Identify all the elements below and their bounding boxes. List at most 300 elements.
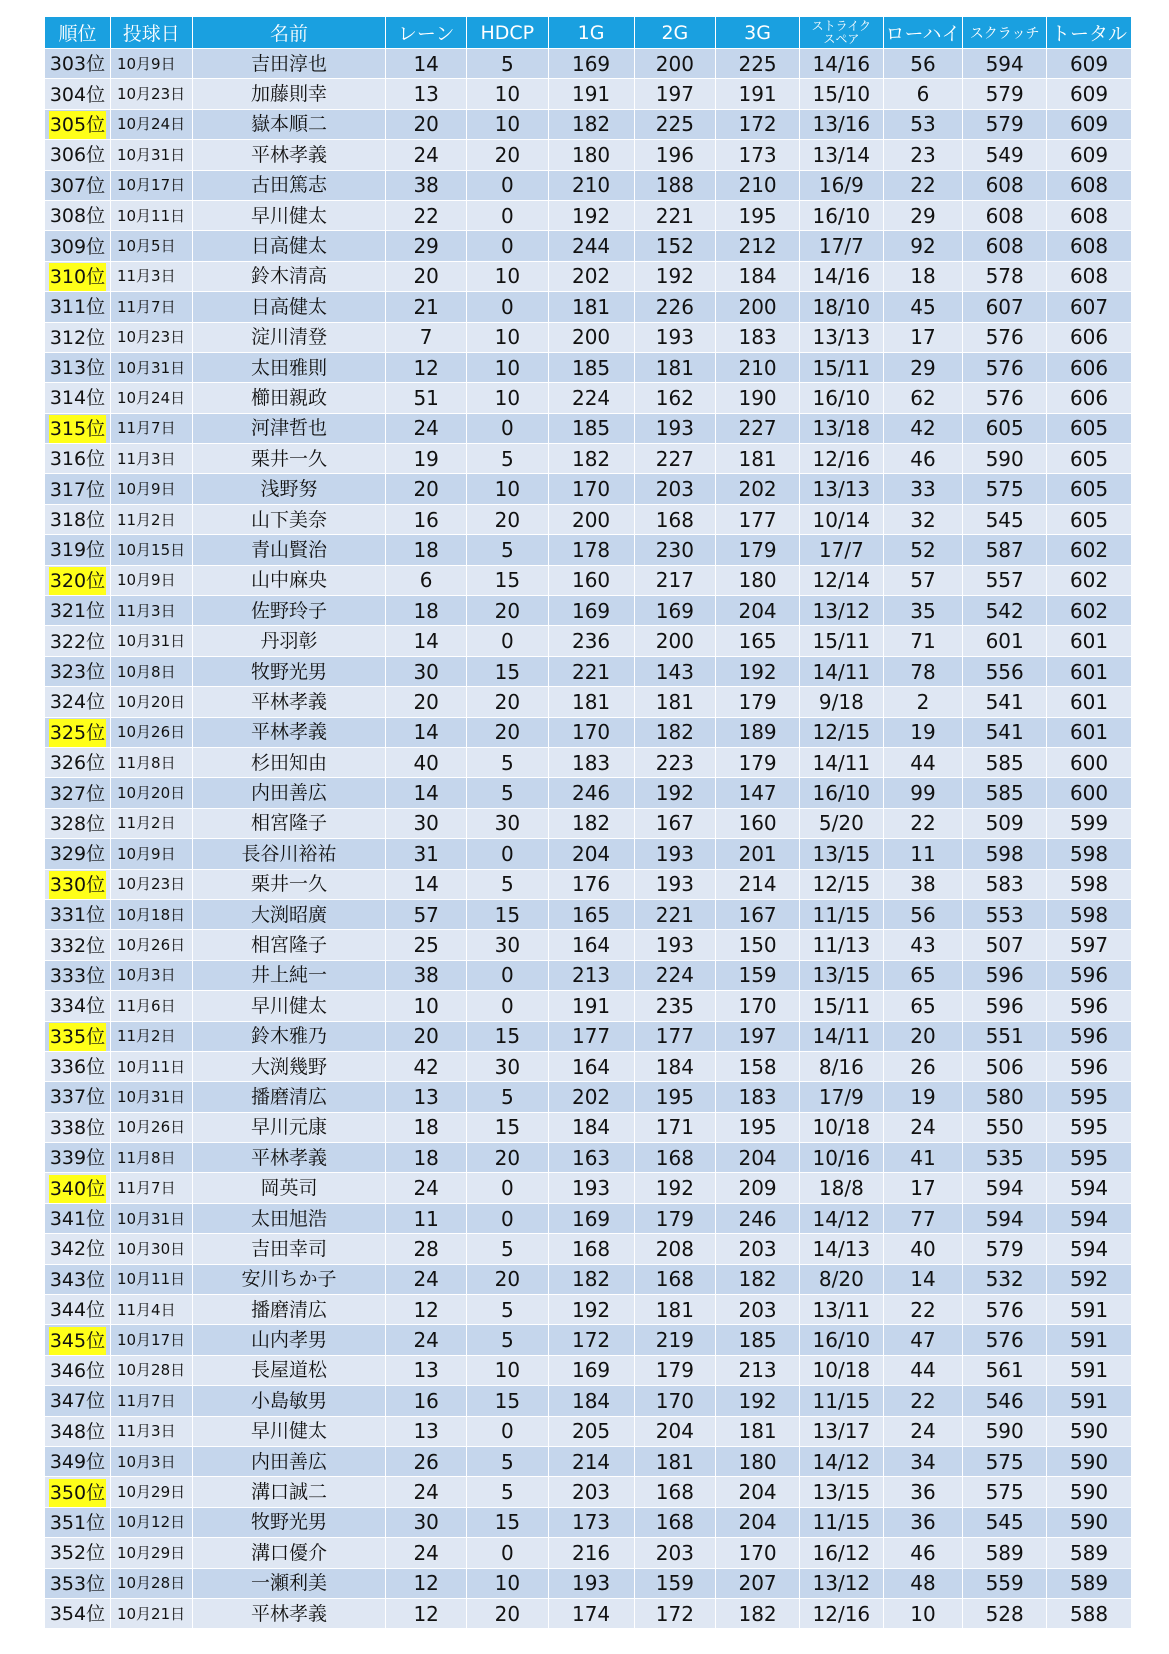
cell-date: 10月18日 <box>110 899 192 929</box>
cell-g2: 181 <box>634 1295 716 1325</box>
cell-lh: 33 <box>883 474 963 504</box>
cell-g3: 177 <box>716 504 800 534</box>
table-row <box>45 1051 1132 1081</box>
cell-lane: 18 <box>386 1143 467 1173</box>
cell-hdcp: 5 <box>466 869 548 899</box>
cell-ss: 12/16 <box>799 1598 883 1628</box>
cell-hdcp: 5 <box>466 747 548 777</box>
cell-g2: 181 <box>634 352 716 382</box>
rank-label: 341位 <box>49 1208 106 1231</box>
cell-g1: 184 <box>548 1386 634 1416</box>
cell-hdcp: 20 <box>466 1143 548 1173</box>
cell-date: 10月24日 <box>110 383 192 413</box>
cell-lh: 62 <box>883 383 963 413</box>
cell-g3: 204 <box>716 1143 800 1173</box>
cell-total: 605 <box>1047 474 1132 504</box>
table-row <box>45 808 1132 838</box>
cell-scratch: 576 <box>963 1325 1047 1355</box>
cell-name: 山下美奈 <box>192 504 386 534</box>
cell-date: 11月3日 <box>110 596 192 626</box>
cell-name: 日高健太 <box>192 292 386 322</box>
cell-lane: 24 <box>386 1173 467 1203</box>
cell-name: 一瀬利美 <box>192 1568 386 1598</box>
cell-hdcp: 15 <box>466 899 548 929</box>
table-row <box>45 140 1132 170</box>
cell-g1: 169 <box>548 49 634 79</box>
cell-rank <box>45 687 111 717</box>
cell-g3: 227 <box>716 413 800 443</box>
cell-g1: 181 <box>548 687 634 717</box>
cell-total: 595 <box>1047 1082 1132 1112</box>
cell-name: 牧野光男 <box>192 1507 386 1537</box>
cell-lh: 10 <box>883 1598 963 1628</box>
cell-lane: 19 <box>386 444 467 474</box>
cell-g2: 168 <box>634 1477 716 1507</box>
cell-g3: 179 <box>716 747 800 777</box>
cell-name: 長谷川裕祐 <box>192 839 386 869</box>
table-row <box>45 717 1132 747</box>
rank-label: 345位 <box>49 1327 106 1355</box>
cell-ss: 14/13 <box>799 1234 883 1264</box>
table-row <box>45 778 1132 808</box>
cell-date: 10月11日 <box>110 1264 192 1294</box>
cell-name: 溝口誠二 <box>192 1477 386 1507</box>
cell-lh: 71 <box>883 626 963 656</box>
cell-lh: 20 <box>883 1021 963 1051</box>
rank-label: 312位 <box>49 326 106 349</box>
cell-total: 590 <box>1047 1477 1132 1507</box>
cell-g1: 244 <box>548 231 634 261</box>
cell-hdcp: 20 <box>466 140 548 170</box>
cell-g2: 182 <box>634 717 716 747</box>
cell-name: 長屋道松 <box>192 1355 386 1385</box>
cell-hdcp: 10 <box>466 474 548 504</box>
cell-lane: 24 <box>386 1477 467 1507</box>
cell-ss: 17/9 <box>799 1082 883 1112</box>
cell-rank <box>45 322 111 352</box>
cell-name: 栗井一久 <box>192 869 386 899</box>
cell-name: 浅野努 <box>192 474 386 504</box>
cell-lh: 43 <box>883 930 963 960</box>
cell-lh: 19 <box>883 1082 963 1112</box>
cell-hdcp: 5 <box>466 1234 548 1264</box>
cell-name: 早川健太 <box>192 1416 386 1446</box>
cell-total: 590 <box>1047 1416 1132 1446</box>
cell-date: 10月23日 <box>110 869 192 899</box>
cell-g2: 195 <box>634 1082 716 1112</box>
cell-lh: 65 <box>883 960 963 990</box>
cell-rank <box>45 1082 111 1112</box>
cell-g2: 168 <box>634 1143 716 1173</box>
cell-scratch: 575 <box>963 474 1047 504</box>
cell-name: 加藤則幸 <box>192 79 386 109</box>
cell-name: 平林孝義 <box>192 717 386 747</box>
cell-date: 11月6日 <box>110 991 192 1021</box>
cell-g2: 184 <box>634 1051 716 1081</box>
rank-label: 348位 <box>49 1420 106 1443</box>
cell-g2: 169 <box>634 596 716 626</box>
cell-lh: 56 <box>883 899 963 929</box>
cell-lh: 24 <box>883 1112 963 1142</box>
table-row <box>45 899 1132 929</box>
cell-hdcp: 5 <box>466 1446 548 1476</box>
cell-rank <box>45 1051 111 1081</box>
rank-label: 347位 <box>49 1390 106 1413</box>
cell-rank <box>45 474 111 504</box>
cell-ss: 16/12 <box>799 1538 883 1568</box>
cell-lane: 24 <box>386 1538 467 1568</box>
cell-lh: 45 <box>883 292 963 322</box>
cell-rank <box>45 1264 111 1294</box>
cell-g3: 159 <box>716 960 800 990</box>
cell-lh: 17 <box>883 1173 963 1203</box>
cell-lane: 24 <box>386 140 467 170</box>
cell-g1: 163 <box>548 1143 634 1173</box>
cell-rank <box>45 444 111 474</box>
table-row <box>45 200 1132 230</box>
cell-scratch: 576 <box>963 383 1047 413</box>
cell-date: 11月2日 <box>110 504 192 534</box>
table-row <box>45 170 1132 200</box>
cell-g2: 200 <box>634 626 716 656</box>
cell-ss: 11/15 <box>799 1507 883 1537</box>
cell-ss: 13/11 <box>799 1295 883 1325</box>
cell-lh: 35 <box>883 596 963 626</box>
cell-lane: 30 <box>386 1507 467 1537</box>
cell-scratch: 579 <box>963 109 1047 139</box>
table-row <box>45 1295 1132 1325</box>
cell-g1: 169 <box>548 596 634 626</box>
cell-date: 10月11日 <box>110 1051 192 1081</box>
cell-lane: 7 <box>386 322 467 352</box>
rank-label: 336位 <box>49 1056 106 1079</box>
cell-name: 井上純一 <box>192 960 386 990</box>
cell-name: 内田善広 <box>192 778 386 808</box>
cell-lh: 22 <box>883 170 963 200</box>
cell-rank <box>45 231 111 261</box>
cell-scratch: 557 <box>963 565 1047 595</box>
cell-ss: 16/10 <box>799 200 883 230</box>
cell-g3: 203 <box>716 1295 800 1325</box>
cell-lane: 14 <box>386 778 467 808</box>
rank-label: 342位 <box>49 1238 106 1261</box>
cell-total: 590 <box>1047 1446 1132 1476</box>
cell-ss: 17/7 <box>799 535 883 565</box>
cell-g2: 203 <box>634 1538 716 1568</box>
table-row <box>45 352 1132 382</box>
cell-rank <box>45 200 111 230</box>
col-header-strike-spare <box>799 17 883 49</box>
cell-ss: 10/18 <box>799 1112 883 1142</box>
cell-lh: 46 <box>883 1538 963 1568</box>
cell-g2: 171 <box>634 1112 716 1142</box>
table-row <box>45 535 1132 565</box>
table-row <box>45 687 1132 717</box>
cell-name: 早川健太 <box>192 991 386 1021</box>
cell-g1: 160 <box>548 565 634 595</box>
cell-date: 10月9日 <box>110 839 192 869</box>
cell-scratch: 608 <box>963 231 1047 261</box>
cell-scratch: 559 <box>963 1568 1047 1598</box>
cell-name: 栗井一久 <box>192 444 386 474</box>
cell-lane: 24 <box>386 413 467 443</box>
cell-total: 608 <box>1047 261 1132 291</box>
rank-label: 311位 <box>49 296 106 319</box>
cell-ss: 15/11 <box>799 626 883 656</box>
cell-name: 相宮隆子 <box>192 930 386 960</box>
rank-label: 327位 <box>49 782 106 805</box>
cell-lane: 31 <box>386 839 467 869</box>
cell-date: 10月31日 <box>110 1082 192 1112</box>
cell-total: 596 <box>1047 1021 1132 1051</box>
cell-rank <box>45 596 111 626</box>
cell-scratch: 541 <box>963 687 1047 717</box>
cell-lane: 24 <box>386 1325 467 1355</box>
table-row <box>45 1143 1132 1173</box>
cell-total: 599 <box>1047 808 1132 838</box>
cell-name: 鈴木雅乃 <box>192 1021 386 1051</box>
cell-ss: 8/16 <box>799 1051 883 1081</box>
cell-hdcp: 0 <box>466 1203 548 1233</box>
cell-hdcp: 5 <box>466 535 548 565</box>
cell-scratch: 601 <box>963 626 1047 656</box>
cell-scratch: 507 <box>963 930 1047 960</box>
cell-hdcp: 5 <box>466 1477 548 1507</box>
cell-date: 10月17日 <box>110 1325 192 1355</box>
cell-date: 10月30日 <box>110 1234 192 1264</box>
cell-lane: 12 <box>386 1598 467 1628</box>
cell-scratch: 608 <box>963 200 1047 230</box>
cell-ss: 11/15 <box>799 899 883 929</box>
cell-lh: 48 <box>883 1568 963 1598</box>
cell-g1: 200 <box>548 504 634 534</box>
cell-name: 淀川清登 <box>192 322 386 352</box>
cell-hdcp: 15 <box>466 1112 548 1142</box>
cell-scratch: 541 <box>963 717 1047 747</box>
table-row <box>45 1234 1132 1264</box>
cell-g1: 182 <box>548 109 634 139</box>
cell-lane: 30 <box>386 808 467 838</box>
cell-lane: 24 <box>386 1264 467 1294</box>
cell-lane: 16 <box>386 504 467 534</box>
cell-rank <box>45 747 111 777</box>
cell-total: 595 <box>1047 1143 1132 1173</box>
cell-hdcp: 20 <box>466 717 548 747</box>
cell-hdcp: 10 <box>466 109 548 139</box>
cell-g2: 159 <box>634 1568 716 1598</box>
cell-scratch: 589 <box>963 1538 1047 1568</box>
cell-lane: 14 <box>386 626 467 656</box>
cell-g1: 193 <box>548 1568 634 1598</box>
table-row <box>45 565 1132 595</box>
cell-hdcp: 0 <box>466 960 548 990</box>
cell-name: 青山賢治 <box>192 535 386 565</box>
table-body <box>45 49 1132 1629</box>
cell-total: 600 <box>1047 747 1132 777</box>
cell-lh: 6 <box>883 79 963 109</box>
cell-rank <box>45 1507 111 1537</box>
cell-hdcp: 0 <box>466 839 548 869</box>
cell-hdcp: 10 <box>466 322 548 352</box>
cell-total: 589 <box>1047 1568 1132 1598</box>
cell-g1: 185 <box>548 352 634 382</box>
cell-g2: 200 <box>634 49 716 79</box>
cell-lane: 12 <box>386 1295 467 1325</box>
cell-g1: 192 <box>548 200 634 230</box>
cell-ss: 8/20 <box>799 1264 883 1294</box>
rank-label: 319位 <box>49 539 106 562</box>
cell-g1: 246 <box>548 778 634 808</box>
cell-scratch: 605 <box>963 413 1047 443</box>
cell-g3: 204 <box>716 596 800 626</box>
cell-scratch: 590 <box>963 1416 1047 1446</box>
cell-name: 山中麻央 <box>192 565 386 595</box>
cell-hdcp: 15 <box>466 1507 548 1537</box>
col-header-game3: 3G <box>716 17 800 49</box>
rank-label: 353位 <box>49 1572 106 1595</box>
table-row <box>45 504 1132 534</box>
cell-name: 岡英司 <box>192 1173 386 1203</box>
cell-ss: 13/15 <box>799 1477 883 1507</box>
table-row <box>45 1386 1132 1416</box>
cell-hdcp: 5 <box>466 778 548 808</box>
cell-scratch: 575 <box>963 1446 1047 1476</box>
table-row <box>45 1082 1132 1112</box>
cell-g3: 246 <box>716 1203 800 1233</box>
cell-scratch: 596 <box>963 991 1047 1021</box>
cell-total: 609 <box>1047 140 1132 170</box>
cell-lh: 32 <box>883 504 963 534</box>
cell-g2: 217 <box>634 565 716 595</box>
cell-g2: 168 <box>634 1264 716 1294</box>
cell-scratch: 546 <box>963 1386 1047 1416</box>
cell-g3: 189 <box>716 717 800 747</box>
cell-total: 595 <box>1047 1112 1132 1142</box>
cell-lh: 24 <box>883 1416 963 1446</box>
cell-hdcp: 30 <box>466 808 548 838</box>
rank-label: 321位 <box>49 600 106 623</box>
cell-name: 播磨清広 <box>192 1295 386 1325</box>
cell-g2: 167 <box>634 808 716 838</box>
cell-rank <box>45 717 111 747</box>
cell-ss: 15/11 <box>799 991 883 1021</box>
cell-rank <box>45 504 111 534</box>
cell-ss: 14/12 <box>799 1203 883 1233</box>
cell-ss: 13/12 <box>799 596 883 626</box>
score-table <box>44 16 1132 1629</box>
cell-scratch: 532 <box>963 1264 1047 1294</box>
cell-lh: 22 <box>883 1386 963 1416</box>
cell-total: 598 <box>1047 839 1132 869</box>
cell-ss: 14/16 <box>799 261 883 291</box>
cell-ss: 18/8 <box>799 1173 883 1203</box>
cell-lh: 52 <box>883 535 963 565</box>
rank-label: 309位 <box>49 235 106 258</box>
cell-g3: 207 <box>716 1568 800 1598</box>
rank-label: 306位 <box>49 144 106 167</box>
cell-g1: 236 <box>548 626 634 656</box>
cell-lh: 56 <box>883 49 963 79</box>
rank-label: 351位 <box>49 1511 106 1534</box>
cell-g3: 210 <box>716 352 800 382</box>
cell-scratch: 561 <box>963 1355 1047 1385</box>
cell-ss: 16/9 <box>799 170 883 200</box>
cell-lh: 29 <box>883 352 963 382</box>
cell-total: 588 <box>1047 1598 1132 1628</box>
cell-g3: 201 <box>716 839 800 869</box>
cell-g3: 202 <box>716 474 800 504</box>
cell-g2: 172 <box>634 1598 716 1628</box>
cell-total: 597 <box>1047 930 1132 960</box>
cell-g3: 172 <box>716 109 800 139</box>
cell-lh: 34 <box>883 1446 963 1476</box>
cell-lh: 65 <box>883 991 963 1021</box>
cell-name: 河津哲也 <box>192 413 386 443</box>
cell-rank <box>45 140 111 170</box>
cell-date: 11月8日 <box>110 1143 192 1173</box>
cell-scratch: 594 <box>963 1173 1047 1203</box>
cell-date: 10月31日 <box>110 352 192 382</box>
cell-ss: 16/10 <box>799 778 883 808</box>
cell-date: 10月9日 <box>110 49 192 79</box>
table-row <box>45 747 1132 777</box>
cell-g2: 204 <box>634 1416 716 1446</box>
cell-total: 591 <box>1047 1355 1132 1385</box>
cell-total: 589 <box>1047 1538 1132 1568</box>
table-row <box>45 1355 1132 1385</box>
cell-lh: 53 <box>883 109 963 139</box>
cell-lh: 11 <box>883 839 963 869</box>
cell-total: 605 <box>1047 444 1132 474</box>
cell-hdcp: 30 <box>466 1051 548 1081</box>
cell-g2: 193 <box>634 322 716 352</box>
cell-hdcp: 5 <box>466 444 548 474</box>
cell-g1: 164 <box>548 1051 634 1081</box>
cell-name: 播磨清広 <box>192 1082 386 1112</box>
cell-ss: 14/11 <box>799 656 883 686</box>
table-row <box>45 109 1132 139</box>
cell-rank <box>45 778 111 808</box>
cell-ss: 12/16 <box>799 444 883 474</box>
cell-total: 598 <box>1047 869 1132 899</box>
cell-g2: 179 <box>634 1203 716 1233</box>
cell-g1: 178 <box>548 535 634 565</box>
cell-g2: 223 <box>634 747 716 777</box>
cell-g3: 181 <box>716 444 800 474</box>
cell-hdcp: 20 <box>466 1264 548 1294</box>
cell-g3: 200 <box>716 292 800 322</box>
cell-rank <box>45 1355 111 1385</box>
cell-scratch: 576 <box>963 1295 1047 1325</box>
cell-total: 609 <box>1047 49 1132 79</box>
cell-ss: 13/16 <box>799 109 883 139</box>
table-row <box>45 869 1132 899</box>
cell-lane: 51 <box>386 383 467 413</box>
cell-g3: 203 <box>716 1234 800 1264</box>
cell-g3: 180 <box>716 1446 800 1476</box>
cell-date: 11月3日 <box>110 1416 192 1446</box>
cell-rank <box>45 899 111 929</box>
cell-total: 607 <box>1047 292 1132 322</box>
rank-label: 320位 <box>49 567 106 595</box>
cell-rank <box>45 79 111 109</box>
cell-lh: 36 <box>883 1507 963 1537</box>
cell-hdcp: 5 <box>466 1325 548 1355</box>
cell-lh: 40 <box>883 1234 963 1264</box>
cell-name: 櫛田親政 <box>192 383 386 413</box>
cell-scratch: 550 <box>963 1112 1047 1142</box>
cell-g3: 225 <box>716 49 800 79</box>
